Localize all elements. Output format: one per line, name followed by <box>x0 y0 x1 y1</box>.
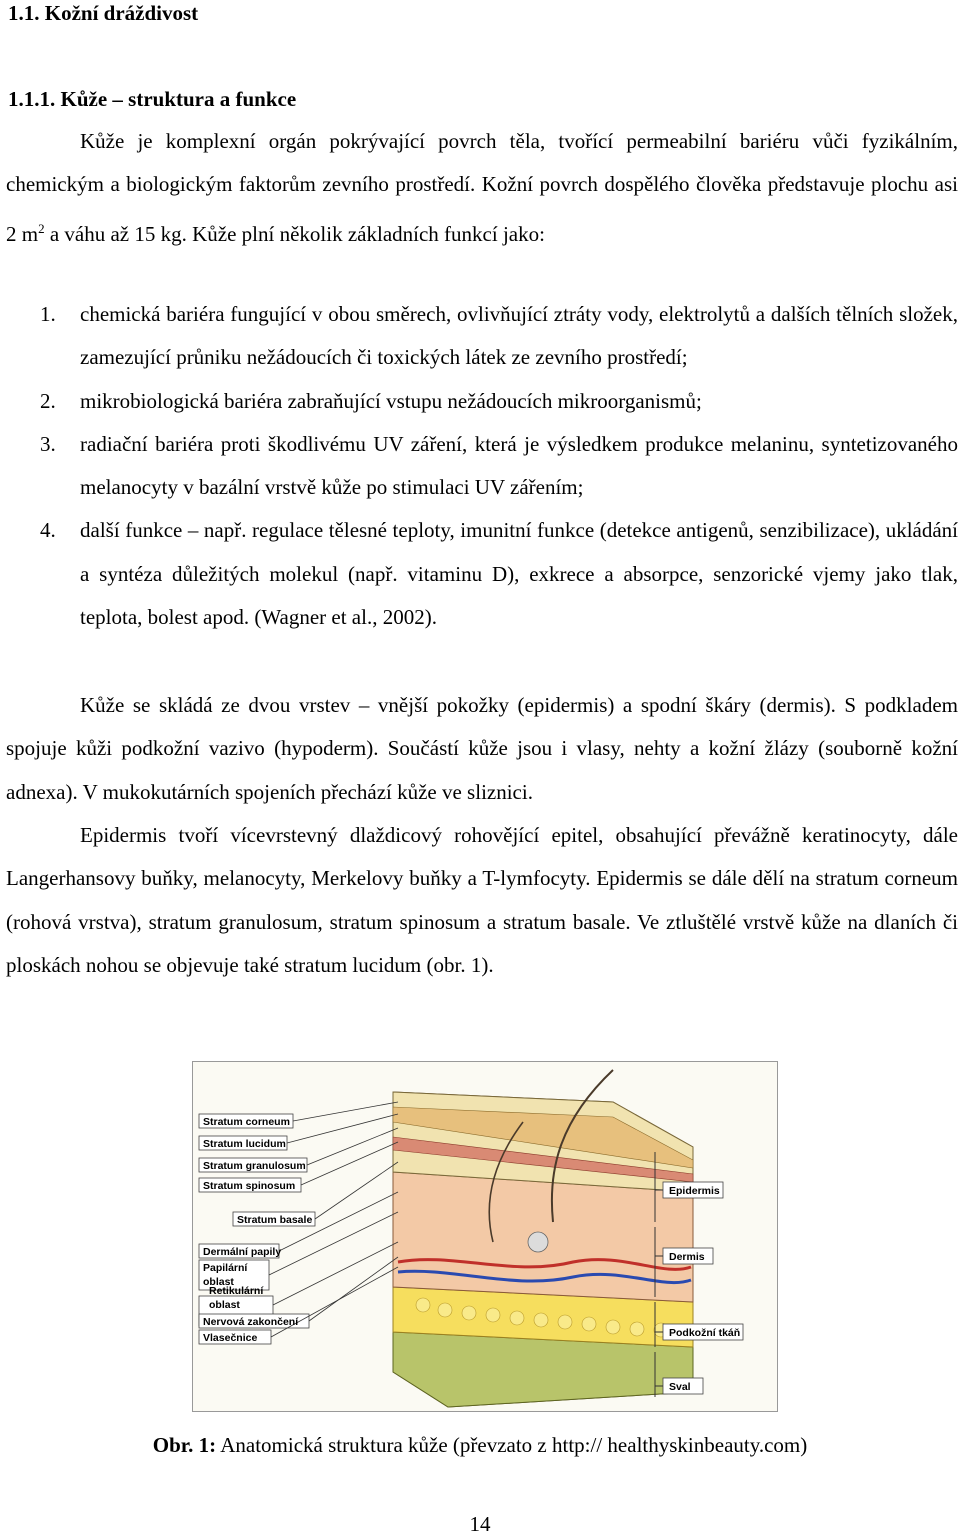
list-number: 2. <box>40 388 56 413</box>
intro-text-end: a váhu až 15 kg. Kůže plní několik základních funkcí jako: <box>44 221 545 246</box>
paragraph-text: Epidermis tvoří vícevrstevný dlaždicový rohovějící epitel, obsahující převážně keratinocyty, dále Langerhansovy buňky, melanocyty, Merkelovy buňky a T-lymfocyty. Epidermis se dále dělí na stratum corneum (rohová vrstva), stratum granulosum, stratum spinosum a stratum basale. Ve ztluštělé vrstvě kůže na dlaních či ploskách nohou se objevuje také stratum lucidum (obr. 1). <box>6 823 958 977</box>
list-number: 3. <box>40 431 56 456</box>
list-number: 4. <box>40 518 56 543</box>
label-stratum-lucidum: Stratum lucidum <box>203 1138 286 1150</box>
label-stratum-spinosum: Stratum spinosum <box>203 1180 296 1192</box>
list-item <box>6 293 958 380</box>
function-list <box>6 293 958 639</box>
label-reticular: Retikulární <box>209 1285 264 1297</box>
label-reticular-region: oblast <box>209 1299 240 1311</box>
intro-text: Kůže je komplexní orgán pokrývající povrch těla, tvořící permeabilní bariéru vůči fyzikálním, chemickým a biologickým faktorům zevního prostředí. Kožní povrch dospělého člověka představuje plochu asi 2 m <box>6 129 958 246</box>
skin-illustration <box>193 1062 777 1411</box>
intro-paragraph <box>6 120 958 256</box>
subsection-heading: 1.1.1. Kůže – struktura a funkce <box>8 87 297 111</box>
figure-caption <box>0 1430 960 1460</box>
label-papillary: Papilární <box>203 1262 248 1274</box>
list-item-text: radiační bariéra proti škodlivému UV záření, která je výsledkem produkce melaninu, syntetizovaného melanocyty v bazální vrstvě kůže po stimulaci UV zářením; <box>80 431 958 500</box>
label-papillary-region: oblast <box>203 1276 234 1288</box>
label-stratum-corneum: Stratum corneum <box>203 1116 290 1128</box>
list-item-text: mikrobiologická bariéra zabraňující vstupu nežádoucích mikroorganismů; <box>80 388 702 413</box>
list-item <box>6 380 958 423</box>
caption-text: Anatomická struktura kůže (převzato z http:// healthyskinbeauty.com) <box>216 1433 808 1457</box>
label-nerve-endings: Nervová zakončení <box>203 1316 299 1328</box>
label-dermis: Dermis <box>669 1251 705 1263</box>
label-muscle: Sval <box>669 1381 691 1393</box>
label-dermal-papillae: Dermální papily <box>203 1246 282 1258</box>
label-capillaries: Vlasečnice <box>203 1332 258 1344</box>
label-stratum-granulosum: Stratum granulosum <box>203 1160 306 1172</box>
superscript: 2 <box>38 220 45 236</box>
paragraph-skin-layers <box>6 684 958 814</box>
page-number: 14 <box>469 1512 491 1536</box>
label-subcutaneous-tissue: Podkožní tkáň <box>669 1327 741 1339</box>
section-heading: 1.1. Kožní dráždivost <box>8 1 199 25</box>
list-item <box>6 509 958 639</box>
label-stratum-basale: Stratum basale <box>237 1214 313 1226</box>
list-number: 1. <box>40 302 56 326</box>
caption-label: Obr. 1: <box>152 1433 217 1457</box>
list-item <box>6 423 958 510</box>
paragraph-epidermis <box>6 814 958 987</box>
paragraph-text: Kůže se skládá ze dvou vrstev – vnější pokožky (epidermis) a spodní škáry (dermis). S podkladem spojuje kůži podkožní vazivo (hypoderm). Součástí kůže jsou i vlasy, nehty a kožní žlázy (souborně kožní adnexa). V mukokutárních spojeních přechází kůže ve sliznici. <box>6 693 958 804</box>
list-item-text: chemická bariéra fungující v obou směrech, ovlivňující ztráty vody, elektrolytů a dalších tělních složek, zamezující průniku nežádoucích či toxických látek ze zevního prostředí; <box>80 302 958 370</box>
skin-anatomy-figure <box>192 1061 778 1412</box>
label-epidermis: Epidermis <box>669 1185 720 1197</box>
list-item-text: další funkce – např. regulace tělesné teploty, imunitní funkce (detekce antigenů, senzibilizace), ukládání a syntéza důležitých molekul (např. vitaminu D), exkrece a absorpce, senzorické vjemy jako tlak, teplota, bolest apod. (Wagner et al., 2002). <box>80 518 958 630</box>
